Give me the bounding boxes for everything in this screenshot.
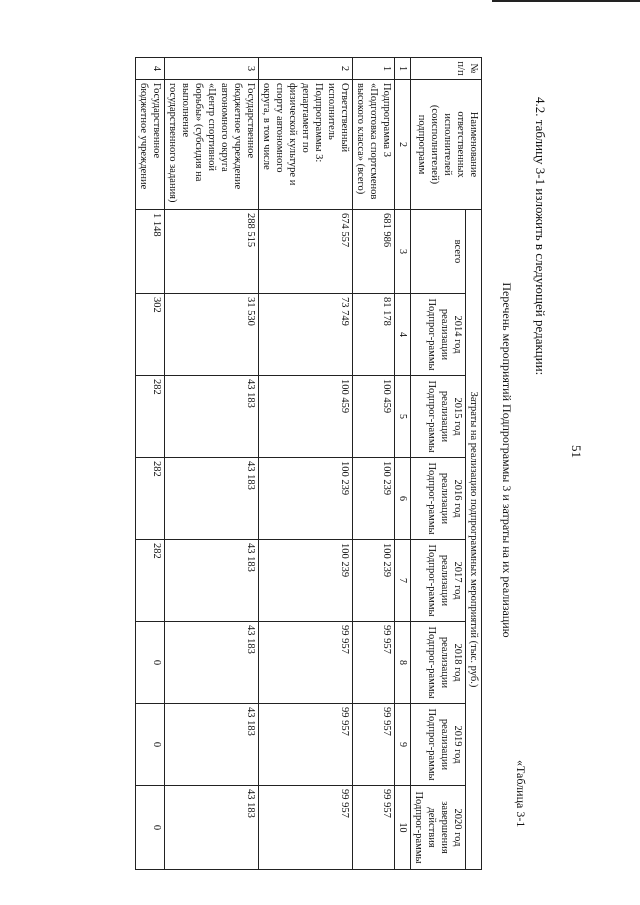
row-no: 2 bbox=[259, 58, 353, 80]
row-total: 674 557 bbox=[259, 210, 353, 294]
column-number: 8 bbox=[395, 622, 411, 704]
row-total: 681 986 bbox=[353, 210, 395, 294]
row-no: 1 bbox=[353, 58, 395, 80]
row-2019: 99 957 bbox=[259, 704, 353, 786]
document-heading: 4.2. таблицу 3-1 изложить в следующей редакции: bbox=[533, 97, 548, 376]
row-2016: 43 183 bbox=[165, 458, 259, 540]
header-2019: 2019 год реализации Подпрог-раммы bbox=[411, 704, 466, 786]
row-2015: 100 459 bbox=[353, 376, 395, 458]
column-number-row bbox=[395, 58, 411, 870]
table-row bbox=[353, 58, 395, 870]
row-2014: 302 bbox=[136, 294, 165, 376]
row-name: Подпрограмма 3 «Подготовка спортсменов высокого класса» (всего) bbox=[353, 80, 395, 210]
row-2015: 282 bbox=[136, 376, 165, 458]
row-2018: 43 183 bbox=[165, 622, 259, 704]
row-name: Государственное бюджетное учреждение bbox=[136, 80, 165, 210]
header-2018: 2018 год реализации Подпрог-раммы bbox=[411, 622, 466, 704]
row-2020: 99 957 bbox=[353, 786, 395, 870]
row-2014: 81 178 bbox=[353, 294, 395, 376]
row-2014: 31 530 bbox=[165, 294, 259, 376]
table-row bbox=[259, 58, 353, 870]
header-2017: 2017 год реализации Подпрог-раммы bbox=[411, 540, 466, 622]
row-total: 1 148 bbox=[136, 210, 165, 294]
measures-table bbox=[135, 57, 482, 870]
table-caption: Перечень мероприятий Подпрограммы 3 и затраты на их реализацию bbox=[500, 282, 514, 638]
table-row bbox=[165, 58, 259, 870]
header-2016: 2016 год реализации Подпрог-раммы bbox=[411, 458, 466, 540]
column-number: 6 bbox=[395, 458, 411, 540]
header-name: Наименование ответственных исполнителей (соисполнителей) подпрограмм bbox=[411, 80, 482, 210]
header-total: всего bbox=[411, 210, 466, 294]
row-no: 3 bbox=[165, 58, 259, 80]
row-no: 4 bbox=[136, 58, 165, 80]
row-2015: 100 459 bbox=[259, 376, 353, 458]
row-2017: 100 239 bbox=[353, 540, 395, 622]
row-2014: 73 749 bbox=[259, 294, 353, 376]
row-total: 288 515 bbox=[165, 210, 259, 294]
row-2020: 43 183 bbox=[165, 786, 259, 870]
column-number: 1 bbox=[395, 58, 411, 80]
column-number: 7 bbox=[395, 540, 411, 622]
row-2016: 100 239 bbox=[353, 458, 395, 540]
column-number: 9 bbox=[395, 704, 411, 786]
column-number: 10 bbox=[395, 786, 411, 870]
column-number: 5 bbox=[395, 376, 411, 458]
column-number: 2 bbox=[395, 80, 411, 210]
column-number: 4 bbox=[395, 294, 411, 376]
row-2019: 43 183 bbox=[165, 704, 259, 786]
header-2020: 2020 год завершения действия Подпрог-раммы bbox=[411, 786, 466, 870]
row-2018: 99 957 bbox=[353, 622, 395, 704]
row-2018: 0 bbox=[136, 622, 165, 704]
row-2020: 0 bbox=[136, 786, 165, 870]
row-2016: 282 bbox=[136, 458, 165, 540]
row-2019: 0 bbox=[136, 704, 165, 786]
row-name: Ответственный исполнитель Подпрограммы 3: департамент по физической культуре и спорту автономного округа, в том числе bbox=[259, 80, 353, 210]
page-number: 51 bbox=[569, 445, 584, 458]
header-costs-group: Затраты на реализацию подпрограммных мероприятий (тыс. руб.) bbox=[466, 210, 482, 870]
header-no: № п/п bbox=[411, 58, 482, 80]
row-2019: 99 957 bbox=[353, 704, 395, 786]
row-2017: 282 bbox=[136, 540, 165, 622]
header-2015: 2015 год реализации Подпрог-раммы bbox=[411, 376, 466, 458]
row-name: Государственное бюджетное учреждение автономного округа «Центр спортивной борьбы» (субсидия на выполнение государственного задания) bbox=[165, 80, 259, 210]
table-reference: «Таблица 3-1 bbox=[514, 760, 528, 828]
table-row bbox=[136, 58, 165, 870]
row-2018: 99 957 bbox=[259, 622, 353, 704]
row-2015: 43 183 bbox=[165, 376, 259, 458]
row-2017: 43 183 bbox=[165, 540, 259, 622]
header-2014: 2014 год реализации Подпрог-раммы bbox=[411, 294, 466, 376]
row-2016: 100 239 bbox=[259, 458, 353, 540]
row-2020: 99 957 bbox=[259, 786, 353, 870]
column-number: 3 bbox=[395, 210, 411, 294]
row-2017: 100 239 bbox=[259, 540, 353, 622]
